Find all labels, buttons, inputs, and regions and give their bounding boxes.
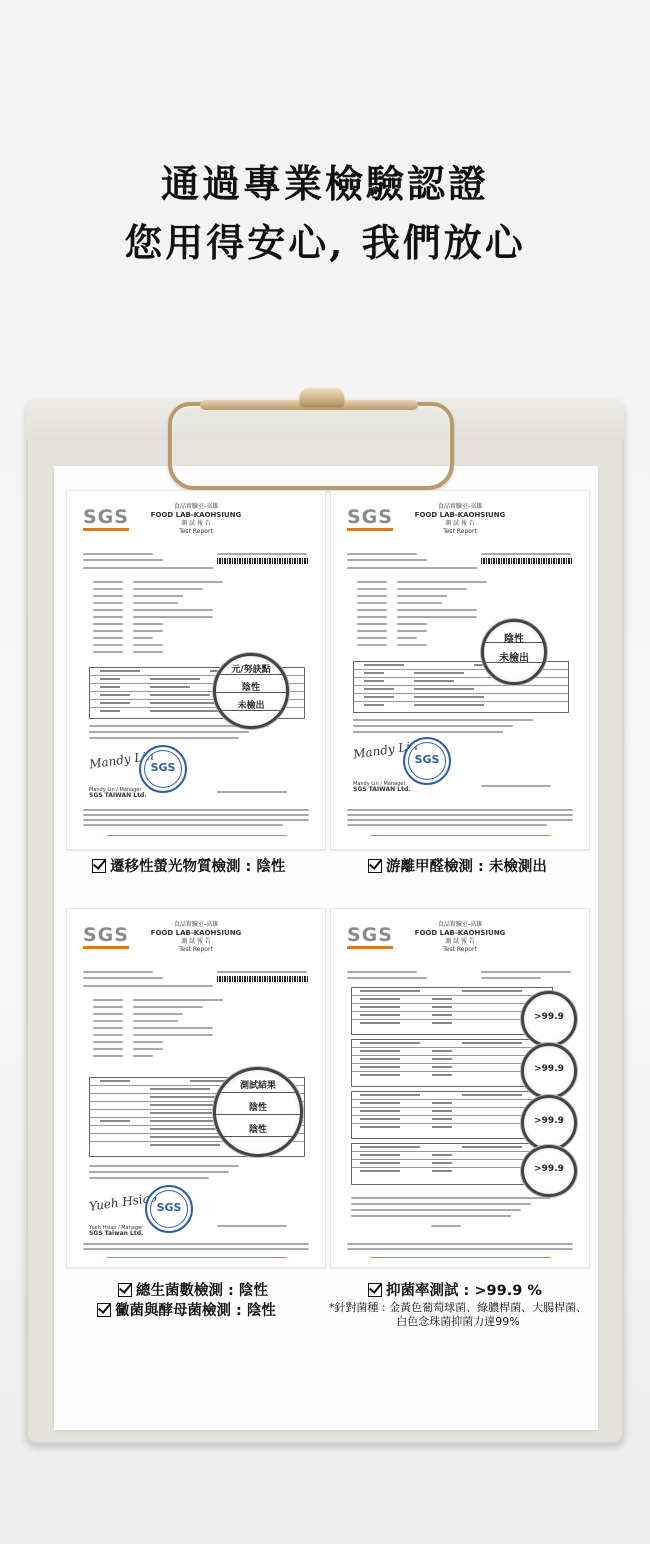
checkbox-icon [92, 859, 106, 873]
headline-line-1: 通過專業檢驗認證 [160, 161, 489, 206]
test-report-1 [66, 490, 326, 850]
caption-text: 遷移性螢光物質檢測 : 陰性 [110, 859, 286, 875]
signature: Yueh Hsiao [88, 1190, 158, 1214]
headline-line-2: 您用得安心, 我們放心 [124, 220, 526, 265]
sgs-logo: SGS [347, 507, 393, 531]
sgs-logo: SGS [83, 507, 129, 531]
magnifier-text: 未檢出 [499, 653, 529, 664]
checkbox-icon [368, 1283, 382, 1297]
checkbox-icon [368, 859, 382, 873]
caption-fluorescent-test [92, 858, 285, 876]
report-header [67, 503, 325, 536]
caption-text: 黴菌與酵母菌檢測 : 陰性 [115, 1303, 276, 1319]
signer-info: Mandy Lin / Manager SGS TAIWAN Ltd. [89, 787, 147, 799]
checkbox-icon [118, 1283, 132, 1297]
magnifier-result [521, 1095, 577, 1151]
report-header: 食品實驗室-高雄 FOOD LAB-KAOHSIUNG 測 試 報 告 Test Report [414, 921, 506, 953]
test-report-3 [66, 908, 326, 1268]
report-header: 食品實驗室-高雄 FOOD LAB-KAOHSIUNG 測 試 報 告 Test Report [414, 503, 506, 535]
sgs-logo: SGS [83, 925, 129, 949]
caption-formaldehyde-test [368, 858, 547, 876]
magnifier-text: >99.9 [534, 1012, 564, 1022]
signature: Mandy Lin [88, 748, 155, 772]
signer-info: Yueh Hsiao / Manager SGS Taiwan Ltd. [89, 1225, 144, 1237]
sgs-stamp: SGS [145, 1185, 193, 1233]
lab-name-zh: 食品實驗室-高雄 [173, 503, 219, 510]
test-report-2 [330, 490, 590, 850]
clipboard-clip [168, 402, 454, 490]
caption-bacteria-count-test [118, 1282, 268, 1300]
test-report-4 [330, 908, 590, 1268]
magnifier-result [521, 991, 577, 1047]
caption-text: 總生菌數檢測 : 陰性 [136, 1283, 268, 1299]
antibacterial-note-line-2: 白色念珠菌抑菌力達99% [396, 1315, 520, 1328]
magnifier-result [481, 619, 547, 685]
magnifier-text: >99.9 [534, 1064, 564, 1074]
signature: Mandy Lin [352, 738, 419, 762]
magnifier-text: >99.9 [534, 1116, 564, 1126]
caption-mold-yeast-test [97, 1302, 276, 1320]
lab-name-en: FOOD LAB-KAOHSIUNG [150, 511, 242, 519]
magnifier-result [521, 1145, 577, 1197]
magnifier-text: 陰性 [241, 683, 260, 693]
caption-text: 抑菌率測試 : >99.9 % [386, 1283, 542, 1299]
magnifier-text: 未檢出 [237, 701, 265, 711]
report-title-en: Test Report [179, 528, 213, 535]
checkbox-icon [97, 1303, 111, 1317]
antibacterial-note-line-1: *針對菌種 : 金黃色葡萄球菌、綠膿桿菌、大腸桿菌、 [328, 1301, 588, 1314]
magnifier-result [213, 1067, 303, 1157]
magnifier-text: 陰性 [248, 1125, 267, 1135]
magnifier-text: 測試結果 [239, 1081, 276, 1091]
sgs-stamp: SGS [403, 737, 451, 785]
magnifier-text: 元/努訣點 [231, 665, 271, 675]
caption-text: 游離甲醛檢測 : 未檢測出 [386, 859, 547, 875]
magnifier-text: 陰性 [504, 634, 524, 645]
magnifier-result [213, 653, 289, 729]
sgs-logo: SGS [347, 925, 393, 949]
signer-info: Mandy Lin / Manager SGS TAIWAN Ltd. [353, 781, 411, 793]
clipboard-clip-knob [300, 388, 344, 406]
report-title-zh: 測 試 報 告 [181, 520, 211, 527]
magnifier-result [521, 1043, 577, 1099]
report-header: 食品實驗室-高雄 FOOD LAB-KAOHSIUNG 測 試 報 告 Test Report [150, 921, 242, 953]
magnifier-text: 陰性 [248, 1103, 267, 1113]
magnifier-text: >99.9 [534, 1164, 564, 1174]
sgs-stamp: SGS [139, 745, 187, 793]
caption-antibacterial-test [368, 1282, 542, 1300]
